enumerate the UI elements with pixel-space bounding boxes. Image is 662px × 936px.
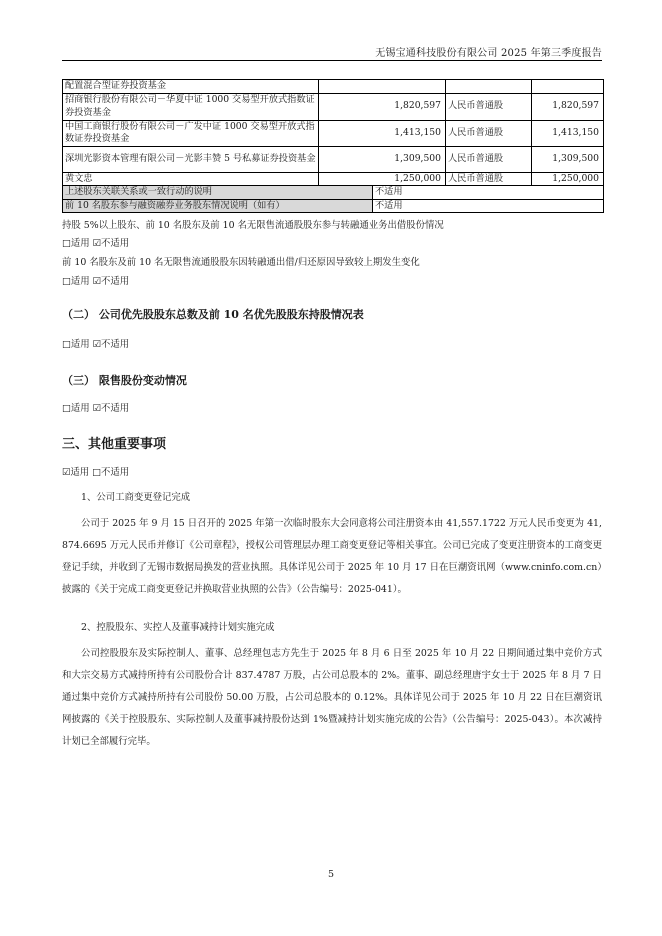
section-heading: （三） 限售股份变动情况 — [62, 374, 187, 387]
applicable-check: □适用 ☑不适用 — [62, 276, 130, 287]
holder-name: 深圳光影资本管理有限公司－光影丰赞 5 号私募证券投资基金 — [63, 146, 319, 172]
share-type: 人民币普通股 — [446, 120, 532, 146]
holder-name: 配置混合型证券投资基金 — [63, 80, 319, 94]
note-value: 不适用 — [373, 186, 604, 200]
lending-change-note: 前 10 名股东及前 10 名无限售流通股股东因转融通出借/归还原因导致较上期发生变化 — [62, 257, 420, 268]
page-header: 无锡宝通科技股份有限公司 2025 年第三季度报告 — [375, 48, 602, 59]
applicable-check: □适用 ☑不适用 — [62, 403, 130, 414]
applicable-check: □适用 ☑不适用 — [62, 238, 130, 249]
section-heading: （二） 公司优先股股东总数及前 10 名优先股股东持股情况表 — [62, 308, 364, 321]
holder-shares: 1,309,500 — [319, 146, 446, 172]
note-value: 不适用 — [373, 199, 604, 213]
item-title: 2、控股股东、实控人及董事减持计划实施完成 — [81, 622, 275, 633]
share-type: 人民币普通股 — [446, 172, 532, 186]
item-title: 1、公司工商变更登记完成 — [81, 492, 191, 503]
table-row — [63, 172, 604, 186]
note-label: 上述股东关联关系或一致行动的说明 — [63, 186, 373, 200]
share-amount — [532, 80, 604, 94]
share-type: 人民币普通股 — [446, 146, 532, 172]
table-row — [63, 186, 604, 200]
page-number: 5 — [327, 869, 335, 880]
share-type — [446, 80, 532, 94]
part-heading: 三、其他重要事项 — [62, 437, 167, 452]
holder-shares: 1,250,000 — [319, 172, 446, 186]
holder-name: 中国工商银行股份有限公司－广发中证 1000 交易型开放式指数证券投资基金 — [63, 120, 319, 146]
shareholder-table — [62, 79, 604, 213]
holder-shares: 1,820,597 — [319, 93, 446, 120]
share-amount: 1,820,597 — [532, 93, 604, 120]
header-divider — [62, 60, 602, 61]
share-type: 人民币普通股 — [446, 93, 532, 120]
item-body: 公司于 2025 年 9 月 15 日召开的 2025 年第一次临时股东大会同意将公司注册资本由 41,557.1722 万元人民币变更为 41,874.6695 万元人民币并修订《公司章程》，授权公司管理层办理工商变更登记等相关事宜。公司已完成了变更注册资本的工商变更登记手续，并收到了无锡市数据局换发的营业执照。具体详见公司于 2025 年 10 月 17 日在巨潮资讯网（www.cninfo.com.cn）披露的《关于完成工商变更登记并换取营业执照的公告》（公告编号：2025-041）。 — [62, 518, 602, 595]
holder-shares — [319, 80, 446, 94]
table-row — [63, 93, 604, 120]
table-row — [63, 80, 604, 94]
item-body: 公司控股股东及实际控制人、董事、总经理包志方先生于 2025 年 8 月 6 日至 2025 年 10 月 22 日期间通过集中竞价方式和大宗交易方式减持所持有公司股份合计 837.4787 万股，占公司总股本的 2%。董事、副总经理唐宇女士于 2025 年 8 月 7 日通过集中竞价方式减持所持有公司股份 50.00 万股，占公司总股本的 0.12%。具体详见公司于 2025 年 10 月 22 日在巨潮资讯网披露的《关于控股股东、实际控制人及董事减持股份达到 1%暨减持计划实施完成的公告》（公告编号：2025-043）。本次减持计划已全部履行完毕。 — [62, 648, 602, 747]
lending-note: 持股 5%以上股东、前 10 名股东及前 10 名无限售流通股股东参与转融通业务出借股份情况 — [62, 220, 444, 231]
holder-name: 黄文忠 — [63, 172, 319, 186]
holder-shares: 1,413,150 — [319, 120, 446, 146]
share-amount: 1,413,150 — [532, 120, 604, 146]
share-amount: 1,250,000 — [532, 172, 604, 186]
note-label: 前 10 名股东参与融资融券业务股东情况说明（如有） — [63, 199, 373, 213]
applicable-check: □适用 ☑不适用 — [62, 339, 130, 350]
table-row — [63, 146, 604, 172]
table-row — [63, 120, 604, 146]
applicable-check: ☑适用 □不适用 — [62, 467, 130, 478]
share-amount: 1,309,500 — [532, 146, 604, 172]
holder-name: 招商银行股份有限公司－华夏中证 1000 交易型开放式指数证券投资基金 — [63, 93, 319, 120]
table-row — [63, 199, 604, 213]
